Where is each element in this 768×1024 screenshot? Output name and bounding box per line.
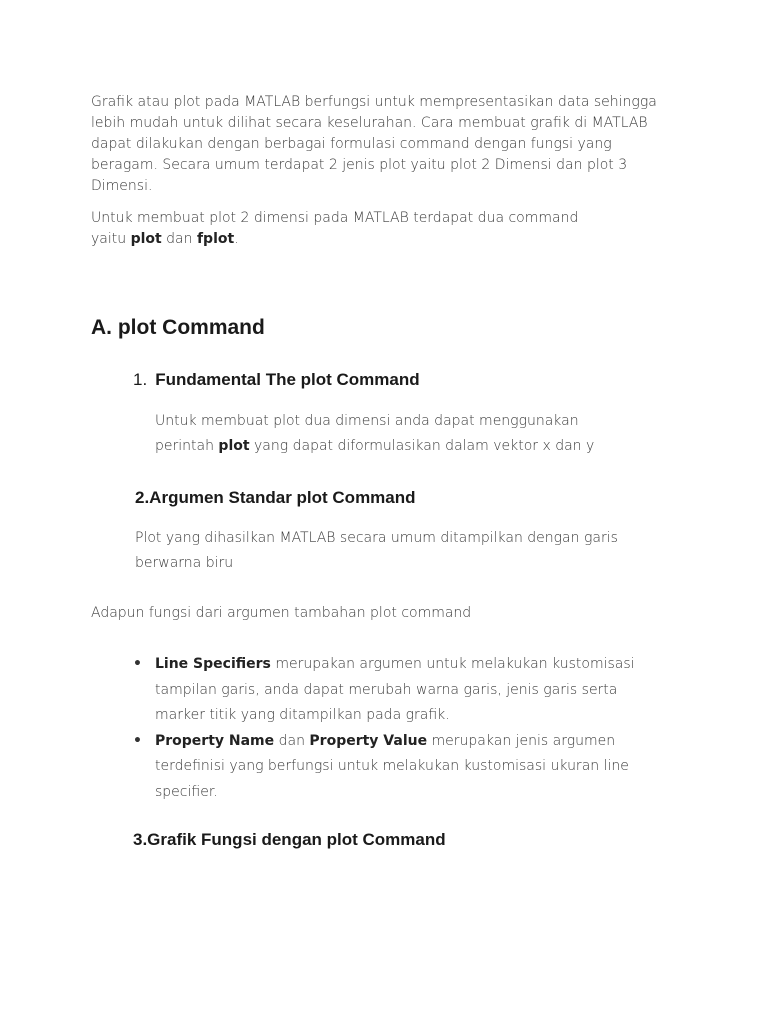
intro-paragraph	[91, 92, 731, 197]
body-line-suffix: yang dapat diformulasikan dalam vektor x dan y	[249, 438, 595, 454]
list-item	[131, 652, 691, 729]
term-property-value: Property Value	[309, 732, 428, 749]
list-item	[131, 729, 691, 806]
intro2-line: Untuk membuat plot 2 dimensi pada MATLAB terdapat dua command	[91, 210, 579, 226]
bullet-icon: •	[133, 732, 142, 749]
term-line-specifiers: Line Specifiers	[155, 656, 271, 672]
subsection-2-body	[135, 526, 715, 576]
section-heading-a: A. plot Command	[91, 316, 265, 339]
intro2-mid: dan	[161, 231, 197, 247]
body-line: Untuk membuat plot dua dimensi anda dapat menggunakan	[155, 413, 579, 429]
intro-line: Dimensi.	[91, 178, 153, 194]
intro2-prefix: yaitu	[91, 231, 131, 247]
term-plot: plot	[218, 438, 250, 454]
subsection-heading-2: 2.Argumen Standar plot Command	[135, 488, 416, 507]
body-line: Plot yang dihasilkan MATLAB secara umum ditampilkan dengan garis	[135, 530, 618, 546]
bullet-text: tampilan garis, anda dapat merubah warna garis, jenis garis serta	[155, 681, 618, 698]
intro-line: dapat dilakukan dengan berbagai formulasi command dengan fungsi yang	[91, 136, 612, 152]
bullet-icon: •	[133, 656, 142, 672]
bullet-text: merupakan jenis argumen	[427, 732, 616, 749]
intro-line: beragam. Secara umum terdapat 2 jenis plot yaitu plot 2 Dimensi dan plot 3	[91, 157, 628, 173]
bullet-text: merupakan argumen untuk melakukan kustomisasi	[270, 656, 635, 672]
term-property-name: Property Name	[155, 732, 275, 749]
bullet-text: terdefinisi yang berfungsi untuk melakukan kustomisasi ukuran line	[155, 758, 629, 774]
intro-paragraph-2d	[91, 208, 731, 250]
bullet-text: marker titik yang ditampilkan pada grafik.	[155, 707, 450, 723]
term-plot: plot	[130, 231, 162, 247]
argument-bullet-list	[131, 652, 691, 805]
adapun-paragraph: Adapun fungsi dari argumen tambahan plot command	[91, 605, 472, 621]
subsection-number: 1.	[133, 370, 148, 389]
subsection-1-body	[155, 409, 715, 459]
intro2-suffix: .	[234, 231, 239, 247]
subsection-heading-1	[133, 369, 420, 391]
body-line: berwarna biru	[135, 555, 234, 571]
bullet-text: dan	[274, 732, 310, 749]
intro-line: Grafik atau plot pada MATLAB berfungsi untuk mempresentasikan data sehingga	[91, 94, 657, 110]
subsection-title: Fundamental The plot Command	[155, 370, 420, 389]
subsection-heading-3: 3.Grafik Fungsi dengan plot Command	[133, 830, 446, 849]
term-fplot: fplot	[196, 231, 235, 247]
body-line-prefix: perintah	[155, 438, 219, 454]
bullet-text: specifier.	[155, 783, 218, 800]
intro-line: lebih mudah untuk dilihat secara keselurahan. Cara membuat grafik di MATLAB	[91, 115, 648, 131]
